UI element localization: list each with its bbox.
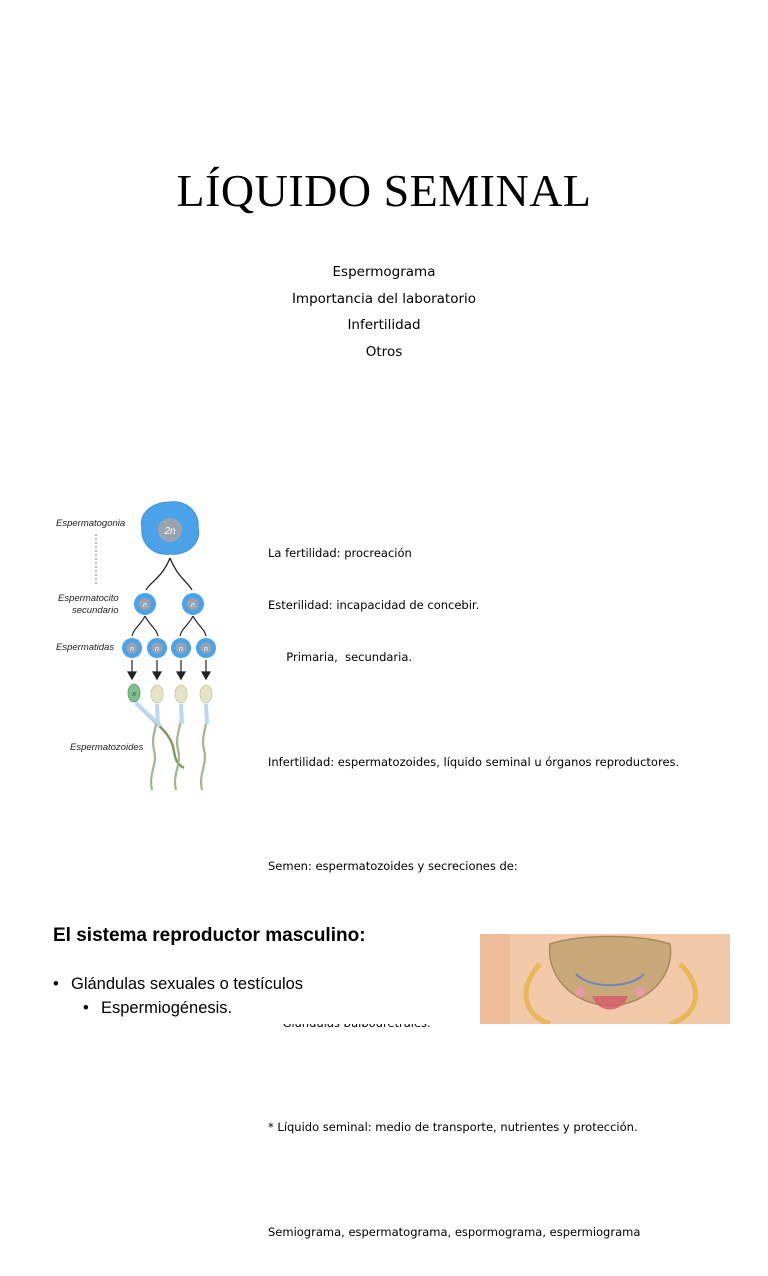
bullet-item	[53, 996, 303, 1020]
note-line: Esterilidad: incapacidad de concebir.	[268, 598, 480, 613]
spermatozoon	[200, 685, 212, 790]
notes-text	[268, 510, 748, 1276]
diploid-label: 2n	[164, 526, 176, 537]
svg-text:n: n	[132, 692, 136, 698]
spermatozoa-label: Espermatozoides	[70, 742, 144, 753]
bullet-list	[53, 972, 303, 1020]
arrow	[146, 558, 170, 590]
spermatids-label: Espermatidas	[56, 642, 115, 653]
note-line	[268, 701, 748, 718]
bullet-text: Espermiogénesis.	[101, 999, 233, 1017]
spermatid-cell	[171, 638, 191, 658]
bullet-dot-icon: •	[53, 975, 59, 993]
anatomy-image	[480, 934, 730, 1024]
spermatogonia-label: Espermatogonia	[56, 518, 126, 529]
svg-text:n: n	[143, 602, 147, 609]
note-line: Semen: espermatozoides y secreciones de:	[268, 859, 518, 874]
spermatid-cell	[196, 638, 216, 658]
arrow-group	[128, 660, 210, 679]
spermatozoon	[151, 685, 163, 790]
subtitle-item: Espermograma	[332, 264, 436, 280]
svg-text:n: n	[179, 646, 183, 653]
subtitle-item: Infertilidad	[347, 317, 421, 333]
slide-heading: El sistema reproductor masculino:	[53, 925, 366, 946]
bullet-text: Glándulas sexuales o testículos	[71, 975, 304, 993]
note-line: * Líquido seminal: medio de transporte, nutrientes y protección.	[268, 1120, 638, 1135]
spermatid-cell	[147, 638, 167, 658]
secondary-spermatocyte-cell	[182, 593, 204, 615]
secondary-spermatocyte-label-2: secundario	[72, 605, 119, 616]
note-line: La fertilidad: procreación	[268, 545, 412, 560]
bullet-dot-icon: •	[83, 999, 89, 1017]
note-line	[268, 806, 748, 823]
svg-text:n: n	[191, 602, 195, 609]
secondary-spermatocyte-label-1: Espermatocito	[58, 593, 119, 604]
arrow	[193, 616, 206, 636]
subtitle-list	[0, 259, 768, 365]
note-line: Semiograma, espermatograma, espormograma, espermiograma	[268, 1224, 641, 1239]
note-line: Primaria, secundaria.	[268, 650, 413, 665]
subtitle-item: Importancia del laboratorio	[291, 290, 477, 307]
svg-text:n: n	[204, 646, 208, 653]
svg-text:n: n	[155, 646, 159, 653]
svg-text:n: n	[130, 646, 134, 653]
subtitle-item: Otros	[365, 343, 403, 360]
arrow	[170, 558, 192, 590]
note-line	[268, 1171, 748, 1188]
bullet-item	[53, 972, 303, 996]
spermatozoon	[175, 685, 187, 790]
arrow	[132, 616, 145, 636]
spermatogonium-cell	[141, 502, 198, 554]
note-line: Infertilidad: espermatozoides, líquido seminal u órganos reproductores.	[268, 754, 680, 769]
arrow	[180, 616, 193, 636]
slide-title: LÍQUIDO SEMINAL	[176, 165, 592, 216]
title-slide	[0, 0, 768, 460]
secondary-spermatocyte-cell	[134, 593, 156, 615]
note-line	[268, 1067, 748, 1084]
spermatogenesis-diagram	[50, 498, 230, 798]
spermatid-cell	[122, 638, 142, 658]
reproductive-system-slide	[0, 900, 768, 1024]
arrow	[145, 616, 158, 636]
